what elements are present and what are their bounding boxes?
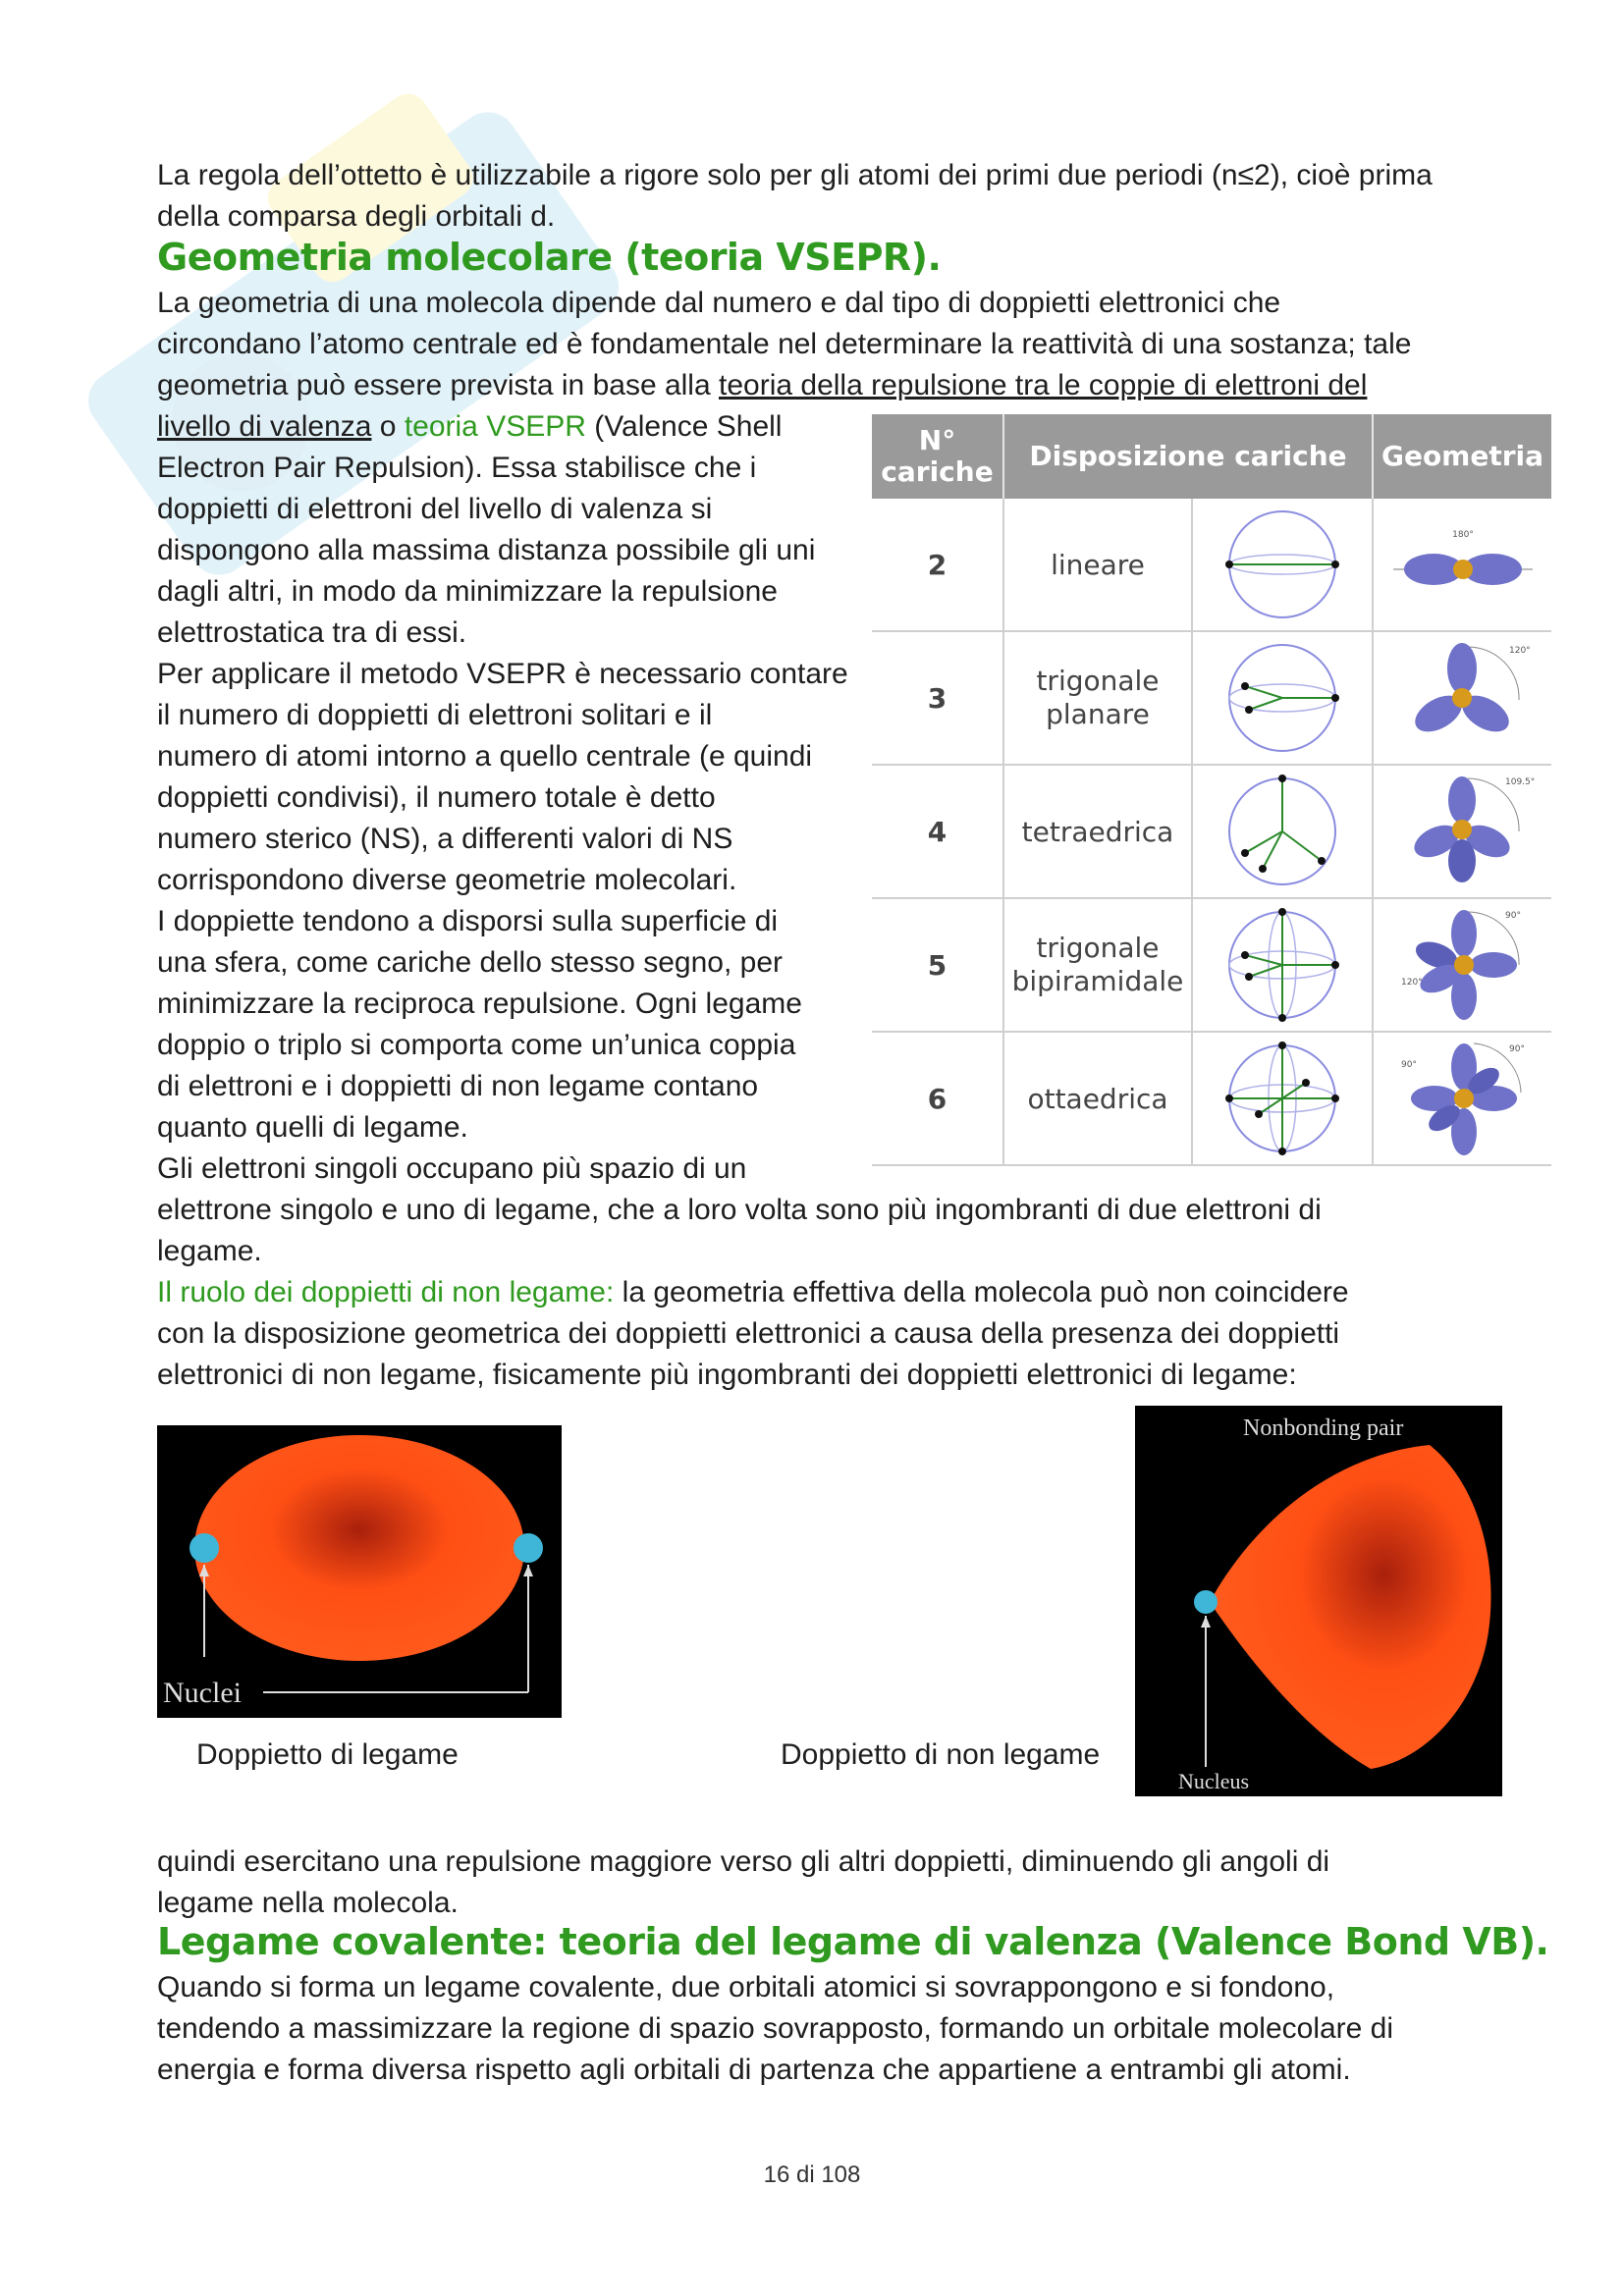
nonbonding-pair-figure <box>1135 1406 1502 1796</box>
svg-text:90°: 90° <box>1508 1044 1525 1054</box>
nonbonding-pair-label: Nonbonding pair <box>1243 1415 1404 1441</box>
nonbonding-pair-caption: Doppietto di non legame <box>781 1738 1101 1771</box>
sphere-linear-icon <box>1223 506 1341 623</box>
svg-text:90°: 90° <box>1400 1060 1417 1070</box>
trigonal-orbital-icon <box>1399 637 1531 759</box>
nuclei-label: Nuclei <box>163 1677 242 1709</box>
header-disposizione: Disposizione cariche <box>1003 414 1373 499</box>
covalent-bond-paragraph: Quando si forma un legame covalente, due orbitali atomici si sovrappongono e si fondono, tendendo a massimizzare la regione di spazio sovrapposto, formando un orbitale molecolare di energia e forma diversa rispetto agli orbitali di partenza che appartiene a entrambi gli atomi. <box>157 1971 1394 2086</box>
vsepr-table <box>872 414 1551 1166</box>
linear-orbital-icon <box>1389 515 1537 614</box>
tetrahedral-orbital-icon <box>1399 771 1535 892</box>
svg-text:90°: 90° <box>1504 911 1521 921</box>
nonbonding-role-term: Il ruolo dei doppietti di non legame: <box>157 1276 615 1308</box>
table-row: 2 lineare 180° <box>872 499 1551 631</box>
nucleus <box>1194 1590 1218 1614</box>
nucleus-right <box>514 1533 543 1563</box>
heading-valence-bond: Legame covalente: teoria del legame di valenza (Valence Bond VB). <box>157 1920 1549 1963</box>
table-row: 3 trigonale planare 120° <box>872 631 1551 765</box>
nucleus-label: Nucleus <box>1178 1769 1250 1793</box>
vsepr-theory-link[interactable]: teoria della repulsione tra le coppie di elettroni del <box>719 369 1368 401</box>
sphere-trigonal-icon <box>1223 639 1341 757</box>
page-number: 16 di 108 <box>763 2162 861 2188</box>
vsepr-term: teoria VSEPR <box>404 410 586 443</box>
sphere-bipyramidal-icon <box>1223 906 1341 1024</box>
bipyramidal-orbital-icon <box>1399 904 1527 1026</box>
svg-text:120°: 120° <box>1400 978 1423 988</box>
electron-cloud <box>194 1435 524 1661</box>
octahedral-orbital-icon <box>1399 1038 1527 1159</box>
svg-text:120°: 120° <box>1508 646 1531 656</box>
sphere-octahedral-icon <box>1223 1040 1341 1157</box>
bonding-pair-caption: Doppietto di legame <box>196 1738 459 1771</box>
electron-cloud <box>1210 1445 1491 1769</box>
valence-level-link[interactable]: livello di valenza <box>157 410 372 443</box>
vsepr-paragraph: La geometria di una molecola dipende dal numero e dal tipo di doppietti elettronici che circondano l’atomo centrale ed è fondamentale nel determinare la reattività di una sostanza; tale geometria può essere prevista in base alla teoria della repulsione tra le coppie di elettroni del livello di valenza o teoria VSEPR (Valence Shell Electron Pair Repulsion). Essa stabilisce che i doppietti di elettroni del livello di valenza si dispongono alla massima distanza possibile gli uni dagli altri, in modo da minimizzare la repulsione elettrostatica tra di essi. Per applicare il metodo VSEPR è necessario contare il numero di doppietti di elettroni solitari e il numero di atomi intorno a quello centrale (e quindi doppietti condivisi), il numero totale è detto numero sterico (NS), a differenti valori di NS corrispondono diverse geometrie molecolari. I doppiette tendono a disporsi sulla superficie di una sfera, come cariche dello stesso segno, per minimizzare la reciproca repulsione. Ogni legame doppio o triplo si comporta come un’unica coppia di elettroni e i doppietti di non legame contano quanto quelli di legame. Gli elettroni singoli occupano più spazio di un elettrone singolo e uno di legame, che a loro volta sono più ingombranti di due elettroni di legame. Il ruolo dei doppietti di non legame: la geometria effettiva della molecola può non coincidere con la disposizione geometrica dei doppietti elettronici a causa della presenza dei doppietti elettronici di non legame, fisicamente più ingombranti dei doppietti elettronici di legame: <box>157 287 1412 1391</box>
bonding-pair-figure <box>157 1425 562 1718</box>
svg-text:180°: 180° <box>1451 530 1474 540</box>
sphere-tetrahedral-icon <box>1223 773 1341 890</box>
intro-paragraph: La regola dell’ottetto è utilizzabile a rigore solo per gli atomi dei primi due periodi (n≤2), cioè prima della comparsa degli orbitali d. <box>157 159 1433 233</box>
svg-text:109.5°: 109.5° <box>1504 777 1535 787</box>
table-row: 6 ottaedrica 90° 90° <box>872 1032 1551 1165</box>
header-n-cariche: N° cariche <box>872 414 1003 499</box>
heading-vsepr: Geometria molecolare (teoria VSEPR). <box>157 236 942 279</box>
table-row: 4 tetraedrica 109.5° <box>872 765 1551 898</box>
table-row: 5 trigonale bipiramidale 90° 120° <box>872 898 1551 1032</box>
header-geometria: Geometria <box>1373 414 1551 499</box>
nucleus-left <box>189 1533 219 1563</box>
repulsion-paragraph: quindi esercitano una repulsione maggiore verso gli altri doppietti, diminuendo gli angoli di legame nella molecola. <box>157 1845 1330 1919</box>
